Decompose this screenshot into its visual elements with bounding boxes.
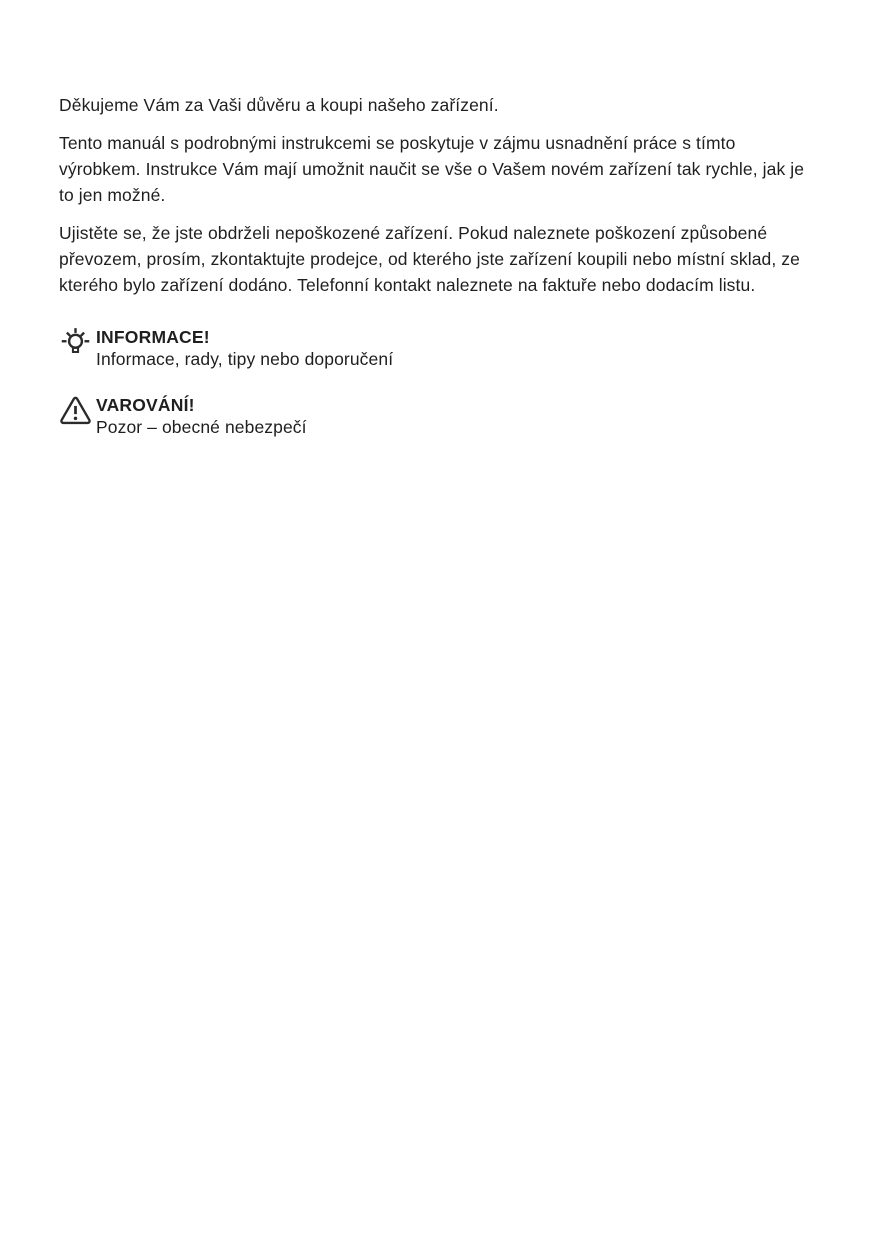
note-description: Informace, rady, tipy nebo doporučení — [96, 349, 394, 369]
info-note-text — [96, 326, 819, 370]
warning-note-text — [96, 394, 819, 438]
note-title: VAROVÁNÍ! — [96, 395, 195, 415]
note-description: Pozor – obecné nebezpečí — [96, 417, 307, 437]
manual-purpose-paragraph: Tento manuál s podrobnými instrukcemi se poskytuje v zájmu usnadnění práce s tímto výrobkem. Instrukce Vám mají umožnit naučit se vše o Vašem novém zařízení tak rychle, jak je to jen možné. — [59, 133, 805, 205]
page-content — [59, 92, 819, 462]
damage-check-paragraph: Ujistěte se, že jste obdrželi nepoškozené zařízení. Pokud naleznete poškození způsobené převozem, prosím, zkontaktujte prodejce, od kterého jste zařízení koupili nebo místní sklad, ze kterého bylo zařízení dodáno. Telefonní kontakt naleznete na faktuře nebo dodacím listu. — [59, 223, 800, 295]
info-note — [59, 326, 819, 370]
lightbulb-icon — [59, 327, 96, 361]
warning-note — [59, 394, 819, 438]
thanks-paragraph: Děkujeme Vám za Vaši důvěru a koupi našeho zařízení. — [59, 95, 499, 115]
notes-section — [59, 326, 819, 438]
warning-triangle-icon — [59, 395, 96, 426]
note-title: INFORMACE! — [96, 327, 210, 347]
